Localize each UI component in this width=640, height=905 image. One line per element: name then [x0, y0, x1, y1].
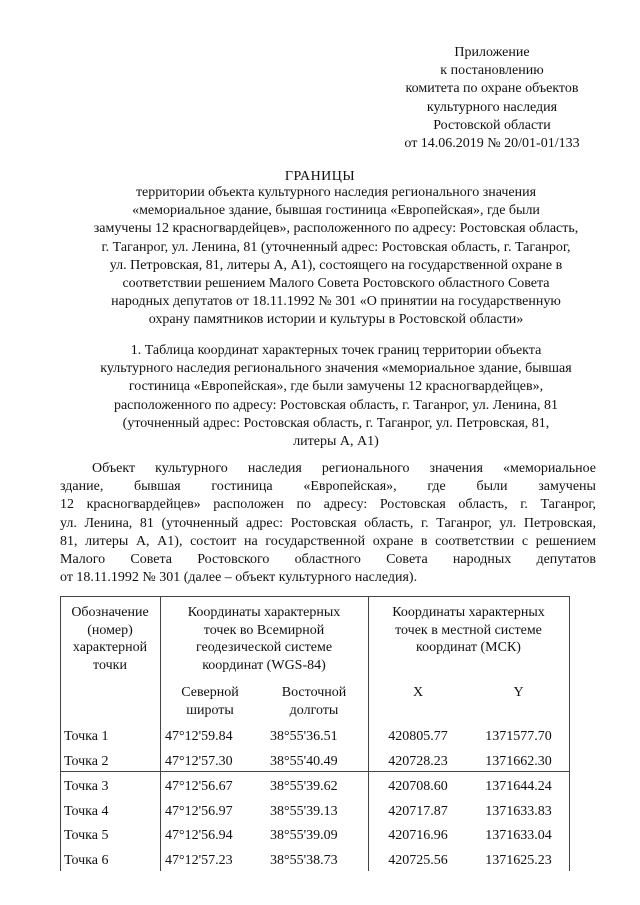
paragraph-word: по	[296, 497, 311, 513]
table-border	[60, 771, 570, 772]
paragraph-word: область,	[364, 515, 414, 531]
body-paragraph	[60, 460, 596, 587]
table-border	[569, 596, 570, 871]
table-cell-y: 1371625.23	[485, 852, 552, 868]
paragraph-line	[60, 496, 596, 514]
table-cell-x: 420708.60	[388, 779, 448, 794]
paragraph-word: адрес:	[246, 515, 284, 531]
table-cell-lat: 47°12'59.84	[165, 729, 233, 744]
section-line: литеры А, А1)	[293, 434, 379, 450]
paragraph-word: соответствии	[435, 533, 515, 549]
paragraph-word: ул.	[499, 515, 517, 531]
table-cell-lon: 38°55'39.13	[270, 803, 338, 819]
paragraph-word: областного	[294, 552, 361, 568]
paragraph-word: где	[427, 479, 446, 495]
subheader-north	[160, 684, 260, 719]
table-cell-lon: 38°55'40.49	[270, 753, 338, 769]
paragraph-word: народных	[452, 552, 512, 568]
paragraph-word: бывшая	[134, 479, 181, 495]
paragraph-word: А1),	[157, 533, 183, 549]
table-cell-y: 1371662.30	[485, 753, 552, 769]
paragraph-word: депутатов	[536, 552, 596, 568]
paragraph-word: 81	[139, 515, 154, 531]
table-cell-point: Точка 6	[64, 852, 109, 868]
header-text: геодезической системе	[195, 640, 333, 655]
table-cell-x: 420717.87	[388, 803, 448, 819]
header-text: координат (МСК)	[416, 640, 521, 655]
paragraph-word: Ростовская	[290, 515, 357, 531]
title-line: г. Таганрог, ул. Ленина, 81 (уточненный адрес: Ростовская область, г. Таганрог,	[101, 239, 571, 255]
header-text: Координаты характерных	[392, 605, 545, 620]
paragraph-word: адресу:	[323, 497, 368, 513]
paragraph-word: 12	[60, 497, 74, 513]
section-line: гостиница «Европейская», где были замучены 12 красногвардейцев»,	[128, 379, 544, 395]
paragraph-word: Совета	[130, 552, 172, 568]
section-line: культурного наследия регионального значения «мемориальное здание, бывшая	[100, 361, 572, 377]
table-cell-lat: 47°12'57.23	[165, 852, 233, 868]
table-cell-point: Точка 4	[64, 803, 109, 819]
paragraph-word: А,	[135, 533, 150, 549]
header-text: характерной	[72, 640, 148, 655]
header-text: Координаты характерных	[187, 605, 341, 620]
table-cell-x: 420716.96	[388, 828, 448, 843]
paragraph-line	[60, 515, 596, 533]
section-line: 1. Таблица координат характерных точек границ территории объекта	[130, 343, 542, 358]
appendix-line: к постановлению	[440, 63, 544, 79]
paragraph-word: ул.	[60, 515, 77, 531]
paragraph-word: от 18.11.1992 № 301 (далее – объект культурного наследия).	[60, 570, 418, 586]
paragraph-word: решением	[535, 533, 596, 549]
appendix-note	[392, 44, 592, 153]
paragraph-word: значения	[429, 461, 483, 476]
paragraph-word: Таганрог,	[436, 515, 492, 531]
header-text: Северной	[181, 685, 239, 700]
paragraph-word: гостиница	[211, 479, 273, 495]
paragraph-word: охране	[372, 533, 414, 549]
paragraph-line	[60, 551, 596, 569]
paragraph-word: в	[420, 533, 428, 549]
title-line: охрану памятников истории и культуры в Ростовской области»	[148, 312, 524, 328]
paragraph-word: (уточненный	[161, 515, 239, 531]
paragraph-word: г.	[420, 515, 429, 531]
paragraph-word: на	[244, 533, 258, 549]
table-cell-x: 420725.56	[388, 852, 448, 868]
appendix-line: от 14.06.2019 № 20/01-01/133	[404, 136, 580, 152]
paragraph-word: Ростовского	[197, 552, 270, 568]
header-wgs	[160, 604, 368, 674]
paragraph-word: Петровская,	[523, 515, 596, 531]
table-cell-point: Точка 1	[64, 729, 109, 744]
header-text: точки	[93, 657, 127, 673]
table-cell-lat: 47°12'56.97	[165, 803, 233, 819]
paragraph-word: состоит	[190, 533, 237, 549]
paragraph-word: наследия	[247, 461, 302, 476]
subheader-x: X	[412, 685, 424, 700]
paragraph-word: г.	[520, 497, 528, 513]
title-line: замучены 12 красногвардейцев», расположенного по адресу: Ростовская область,	[93, 221, 579, 237]
paragraph-word: литеры	[85, 533, 129, 549]
title-line: соответствии решением Малого Совета Ростовского областного Совета	[122, 276, 550, 292]
paragraph-word: культурного	[155, 461, 228, 476]
table-cell-y: 1371577.70	[485, 729, 552, 744]
paragraph-word: государственной	[265, 533, 366, 549]
paragraph-word: Таганрог,	[540, 497, 596, 513]
appendix-line: комитета по охране объектов	[405, 81, 579, 97]
paragraph-word: расположен	[213, 497, 284, 513]
header-text: Восточной	[281, 685, 347, 700]
paragraph-word: «Европейская»,	[303, 479, 397, 495]
table-cell-lon: 38°55'36.51	[270, 729, 338, 744]
paragraph-word: Ростовская	[379, 497, 446, 513]
table-cell-lon: 38°55'38.73	[270, 852, 338, 868]
paragraph-word: 81,	[60, 533, 78, 549]
header-text: долготы	[289, 702, 339, 718]
table-cell-y: 1371633.04	[485, 828, 552, 843]
paragraph-word: замучены	[538, 479, 596, 495]
title-description	[56, 184, 616, 330]
appendix-line: культурного наследия	[426, 99, 558, 115]
table-cell-lat: 47°12'57.30	[165, 753, 233, 769]
table-cell-x: 420805.77	[388, 729, 448, 744]
paragraph-word: «мемориальное	[502, 461, 596, 476]
table-cell-y: 1371644.24	[485, 779, 552, 794]
table-cell-lat: 47°12'56.94	[165, 828, 233, 843]
table-cell-lon: 38°55'39.62	[270, 779, 338, 794]
document-title: ГРАНИЦЫ	[284, 169, 356, 184]
paragraph-word: Объект	[92, 461, 136, 476]
coordinates-table	[60, 596, 570, 871]
table-cell-y: 1371633.83	[485, 803, 552, 819]
table-cell-lon: 38°55'39.09	[270, 828, 338, 843]
paragraph-line	[60, 478, 596, 496]
paragraph-word: здание,	[60, 479, 104, 495]
header-text: широты	[186, 702, 234, 718]
appendix-line: Приложение	[454, 45, 530, 60]
paragraph-line	[60, 460, 596, 478]
title-line: «мемориальное здание, бывшая гостиница «Европейская», где были	[132, 203, 540, 219]
paragraph-word: регионального	[321, 461, 410, 476]
paragraph-word: Малого	[60, 552, 106, 568]
paragraph-word: с	[521, 533, 529, 549]
header-text: координат (WGS-84)	[202, 657, 326, 673]
header-text: точек в местной системе	[395, 622, 542, 638]
table-cell-x: 420728.23	[388, 753, 448, 769]
table-border	[60, 596, 570, 597]
paragraph-word: красногвардейцев»	[86, 497, 201, 513]
table-cell-lat: 47°12'56.67	[165, 779, 233, 794]
header-text: точек во Всемирной	[203, 622, 325, 638]
section-heading	[56, 342, 616, 451]
section-line: расположенного по адресу: Ростовская область, г. Таганрог, ул. Ленина, 81	[113, 397, 559, 413]
title-line: народных депутатов от 18.11.1992 № 301 «О принятии на государственную	[111, 294, 561, 310]
title-line: территории объекта культурного наследия регионального значения	[135, 185, 537, 200]
paragraph-word: Совета	[386, 552, 428, 568]
section-line: (уточненный адрес: Ростовская область, г. Таганрог, ул. Петровская, 81,	[122, 415, 550, 431]
table-cell-point: Точка 5	[64, 828, 109, 843]
paragraph-word: были	[476, 479, 508, 495]
header-text: Обозначение	[71, 605, 149, 620]
header-text: (номер)	[87, 622, 133, 638]
paragraph-line	[60, 533, 596, 551]
header-msk	[368, 604, 569, 657]
paragraph-word: область,	[458, 497, 508, 513]
appendix-line: Ростовской области	[433, 117, 551, 133]
title-line: ул. Петровская, 81, литеры А, А1), состоящего на государственной охране в	[109, 257, 563, 273]
subheader-east	[260, 684, 368, 719]
paragraph-line	[60, 569, 596, 587]
subheader-y: Y	[513, 685, 524, 700]
table-cell-point: Точка 3	[64, 779, 109, 794]
header-point	[60, 604, 160, 674]
paragraph-word: Ленина,	[84, 515, 133, 531]
table-cell-point: Точка 2	[64, 753, 109, 769]
